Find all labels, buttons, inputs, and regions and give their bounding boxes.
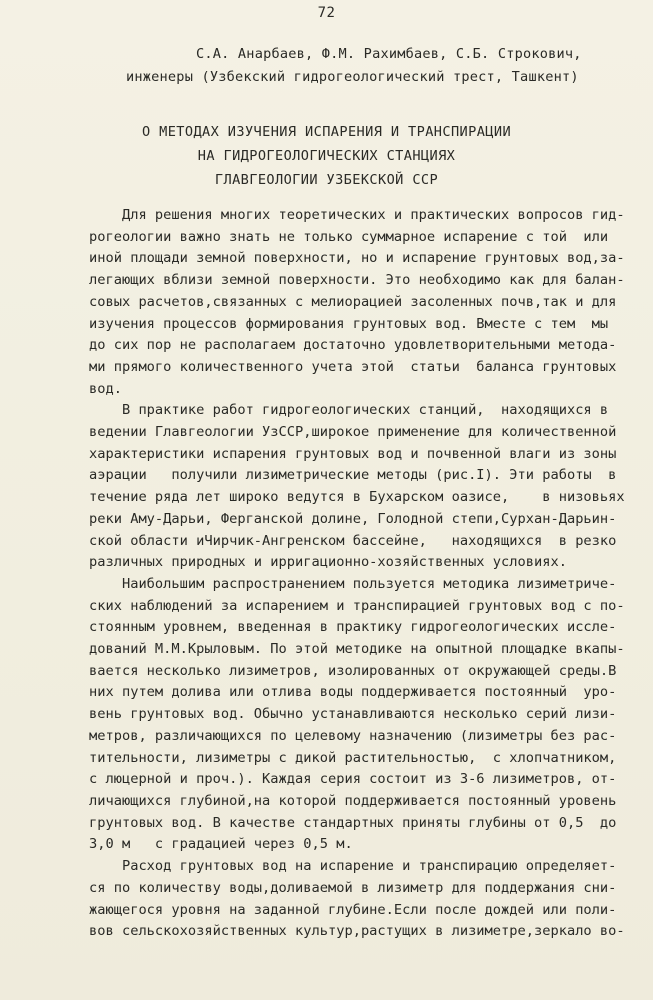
text-line: Расход грунтовых вод на испарение и транспирацию определяет-: [89, 858, 617, 875]
body-text: [89, 205, 629, 943]
text-line: личающихся глубиной,на которой поддерживается постоянный уровень: [89, 792, 617, 809]
author-affiliation: инженеры (Узбекский гидрогеологический трест, Ташкент): [126, 69, 579, 85]
text-line: совых расчетов,связанных с мелиорацией засоленных почв,так и для: [89, 293, 617, 310]
text-line: ся по количеству воды,доливаемой в лизиметр для поддержания сни-: [89, 879, 617, 896]
text-line: течение ряда лет широко ведутся в Бухарском оазисе, в низовьях: [89, 489, 625, 506]
text-line: рогеологии важно знать не только суммарное испарение с той или: [89, 228, 609, 245]
text-line: до сих пор не располагаем достаточно удовлетворительными метода-: [89, 337, 617, 354]
text-line: легающих вблизи земной поверхности. Это необходимо как для балан-: [89, 272, 625, 289]
title-line-2: НА ГИДРОГЕОЛОГИЧЕСКИХ СТАНЦИЯХ: [197, 148, 456, 164]
text-line: стоянным уровнем, введенная в практику гидрогеологических иссле-: [89, 619, 617, 636]
text-line: изучения процессов формирования грунтовых вод. Вместе с тем мы: [89, 315, 609, 332]
article-title: [0, 120, 653, 192]
title-line-3: ГЛАВГЕОЛОГИИ УЗБЕКСКОЙ ССР: [214, 172, 439, 188]
text-line: аэрации получили лизиметрические методы (рис.I). Эти работы в: [89, 467, 617, 484]
text-line: ских наблюдений за испарением и транспирацией грунтовых вод с по-: [89, 597, 625, 614]
text-line: вод.: [89, 380, 122, 397]
title-line-1: О МЕТОДАХ ИЗУЧЕНИЯ ИСПАРЕНИЯ И ТРАНСПИРАЦИИ: [141, 124, 512, 140]
text-line: ской области иЧирчик-Ангренском бассейне, находящихся в резко: [89, 532, 617, 549]
text-line: различных природных и ирригационно-хозяйственных условиях.: [89, 554, 567, 571]
text-line: метров, различающихся по целевому назначению (лизиметры без рас-: [89, 727, 617, 744]
text-line: вов сельскохозяйственных культур,растущих в лизиметре,зеркало во-: [89, 923, 625, 940]
text-line: вень грунтовых вод. Обычно устанавливаются несколько серий лизи-: [89, 706, 617, 723]
text-line: ми прямого количественного учета этой статьи баланса грунтовых: [89, 358, 617, 375]
text-line: тительности, лизиметры с дикой растительностью, с хлопчатником,: [89, 749, 617, 766]
text-line: Наибольшим распространением пользуется методика лизиметриче-: [89, 575, 617, 592]
text-line: Для решения многих теоретических и практических вопросов гид-: [89, 207, 625, 223]
text-line: с люцерной и проч.). Каждая серия состоит из 3-6 лизиметров, от-: [89, 771, 617, 788]
author-names: С.А. Анарбаев, Ф.М. Рахимбаев, С.Б. Строкович,: [196, 46, 582, 62]
text-line: реки Аму-Дарьи, Ферганской долине, Голодной степи,Сурхан-Дарьин-: [89, 510, 617, 527]
text-line: грунтовых вод. В качестве стандартных приняты глубины от 0,5 до: [89, 814, 617, 831]
author-block: [126, 43, 626, 89]
text-line: характеристики испарения грунтовых вод и почвенной влаги из зоны: [89, 445, 617, 462]
text-line: жающегося уровня на заданной глубине.Если после дождей или поли-: [89, 901, 617, 918]
text-line: иной площади земной поверхности, но и испарение грунтовых вод,за-: [89, 250, 625, 267]
text-line: них путем долива или отлива воды поддерживается постоянный уро-: [89, 684, 617, 701]
text-line: дований М.М.Крыловым. По этой методике на опытной площадке вкапы-: [89, 641, 625, 658]
text-line: 3,0 м с градацией через 0,5 м.: [89, 836, 353, 853]
text-line: вается несколько лизиметров, изолированных от окружающей среды.В: [89, 662, 617, 679]
text-line: В практике работ гидрогеологических станций, находящихся в: [89, 402, 609, 419]
text-line: ведении Главгеологии УзССР,широкое применение для количественной: [89, 424, 617, 441]
page-number: 72: [317, 5, 336, 21]
